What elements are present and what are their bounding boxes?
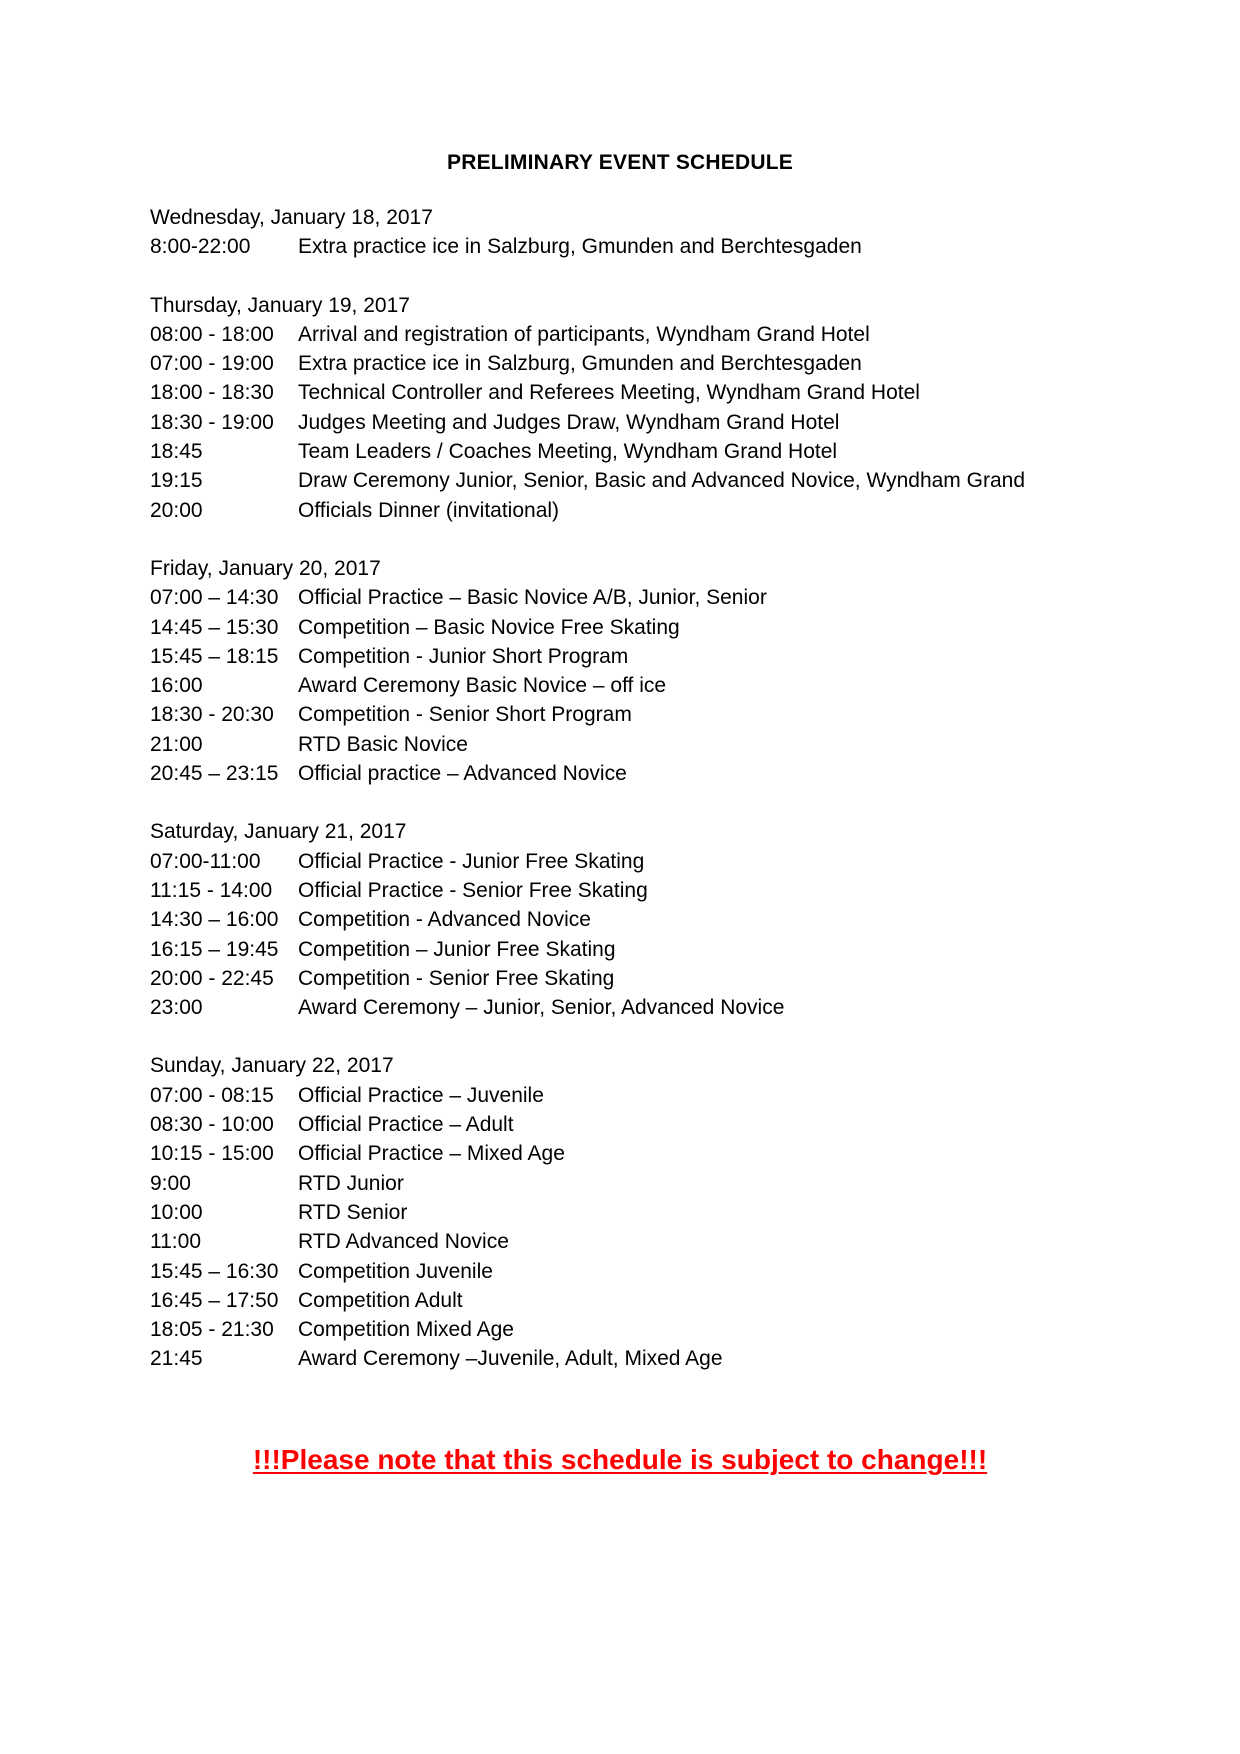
event-description: RTD Senior <box>298 1200 408 1224</box>
event-description: Award Ceremony –Juvenile, Adult, Mixed Age <box>298 1347 723 1371</box>
event-time: 16:45 – 17:50 <box>150 1288 279 1312</box>
event-description: Competition Juvenile <box>298 1259 493 1283</box>
schedule-day <box>150 817 1150 1022</box>
event-description: Competition - Senior Free Skating <box>298 966 615 990</box>
event-time: 21:00 <box>150 732 203 756</box>
schedule-row <box>150 1227 1150 1256</box>
schedule-row <box>150 993 1150 1022</box>
event-time: 20:45 – 23:15 <box>150 762 279 786</box>
event-time: 16:00 <box>150 674 203 698</box>
event-description: Official Practice - Senior Free Skating <box>298 878 648 902</box>
event-description: Official Practice – Mixed Age <box>298 1142 565 1166</box>
event-time: 23:00 <box>150 996 203 1020</box>
day-date-heading: Wednesday, January 18, 2017 <box>150 206 433 229</box>
event-description: RTD Advanced Novice <box>298 1230 509 1254</box>
event-time: 8:00-22:00 <box>150 235 251 259</box>
schedule-row <box>150 876 1150 905</box>
schedule-row <box>150 1257 1150 1286</box>
event-time: 18:30 - 20:30 <box>150 703 274 727</box>
schedule-row <box>150 700 1150 729</box>
event-description: Official Practice - Junior Free Skating <box>298 849 645 873</box>
event-description: Competition Mixed Age <box>298 1318 514 1342</box>
event-time: 16:15 – 19:45 <box>150 937 279 961</box>
event-description: Official Practice – Adult <box>298 1113 514 1137</box>
schedule-row <box>150 320 1150 349</box>
event-description: Judges Meeting and Judges Draw, Wyndham Grand Hotel <box>298 410 840 434</box>
event-time: 08:30 - 10:00 <box>150 1113 274 1137</box>
event-time: 18:30 - 19:00 <box>150 410 274 434</box>
event-time: 18:45 <box>150 440 203 464</box>
event-description: Award Ceremony – Junior, Senior, Advanced Novice <box>298 996 785 1020</box>
event-time: 21:45 <box>150 1347 203 1371</box>
event-time: 9:00 <box>150 1171 191 1195</box>
event-time: 15:45 – 16:30 <box>150 1259 279 1283</box>
event-description: Competition - Junior Short Program <box>298 644 629 668</box>
schedule-row <box>150 408 1150 437</box>
event-time: 07:00 – 14:30 <box>150 586 279 610</box>
schedule-row <box>150 583 1150 612</box>
event-time: 11:15 - 14:00 <box>150 878 273 902</box>
schedule-row <box>150 935 1150 964</box>
event-description: Competition – Basic Novice Free Skating <box>298 615 680 639</box>
event-description: Technical Controller and Referees Meeting, Wyndham Grand Hotel <box>298 381 920 405</box>
event-description: Arrival and registration of participants, Wyndham Grand Hotel <box>298 322 870 346</box>
event-description: Competition - Advanced Novice <box>298 908 591 932</box>
schedule-row <box>150 1198 1150 1227</box>
schedule-row <box>150 847 1150 876</box>
event-description: Draw Ceremony Junior, Senior, Basic and Advanced Novice, Wyndham Grand <box>298 469 1026 493</box>
event-schedule <box>150 203 1150 1403</box>
change-notice-text: !!!Please note that this schedule is subject to change!!! <box>252 1444 988 1475</box>
day-date-heading: Thursday, January 19, 2017 <box>150 293 410 317</box>
schedule-row <box>150 1110 1150 1139</box>
schedule-row <box>150 349 1150 378</box>
day-date-heading: Sunday, January 22, 2017 <box>150 1054 394 1078</box>
schedule-row <box>150 437 1150 466</box>
schedule-row <box>150 759 1150 788</box>
event-time: 08:00 - 18:00 <box>150 322 274 346</box>
schedule-row <box>150 642 1150 671</box>
schedule-row <box>150 671 1150 700</box>
schedule-row <box>150 466 1150 495</box>
event-description: Official Practice – Basic Novice A/B, Junior, Senior <box>298 586 767 610</box>
event-description: Officials Dinner (invitational) <box>298 498 560 522</box>
event-time: 07:00-11:00 <box>150 849 261 873</box>
event-description: Official Practice – Juvenile <box>298 1083 544 1107</box>
event-time: 18:00 - 18:30 <box>150 381 274 405</box>
event-time: 10:00 <box>150 1200 203 1224</box>
event-description: Extra practice ice in Salzburg, Gmunden and Berchtesgaden <box>298 352 862 376</box>
schedule-row <box>150 1169 1150 1198</box>
schedule-day <box>150 291 1150 525</box>
schedule-row <box>150 1081 1150 1110</box>
schedule-row <box>150 1139 1150 1168</box>
schedule-day <box>150 554 1150 788</box>
event-description: Competition Adult <box>298 1288 463 1312</box>
event-time: 07:00 - 08:15 <box>150 1083 274 1107</box>
event-time: 10:15 - 15:00 <box>150 1142 274 1166</box>
schedule-row <box>150 613 1150 642</box>
event-time: 20:00 - 22:45 <box>150 966 274 990</box>
change-notice <box>0 1440 1240 1480</box>
event-time: 15:45 – 18:15 <box>150 644 279 668</box>
schedule-row <box>150 496 1150 525</box>
event-time: 14:45 – 15:30 <box>150 615 279 639</box>
event-description: Award Ceremony Basic Novice – off ice <box>298 674 667 698</box>
event-time: 19:15 <box>150 469 203 493</box>
event-description: Competition - Senior Short Program <box>298 703 632 727</box>
event-time: 07:00 - 19:00 <box>150 352 274 376</box>
schedule-day <box>150 203 1150 262</box>
day-date-heading: Saturday, January 21, 2017 <box>150 820 407 844</box>
event-description: RTD Basic Novice <box>298 732 468 756</box>
event-time: 14:30 – 16:00 <box>150 908 279 932</box>
schedule-row <box>150 378 1150 407</box>
event-time: 11:00 <box>150 1230 201 1254</box>
schedule-row <box>150 232 1150 261</box>
schedule-row <box>150 1286 1150 1315</box>
event-description: Extra practice ice in Salzburg, Gmunden and Berchtesgaden <box>298 235 862 259</box>
event-time: 20:00 <box>150 498 203 522</box>
event-description: RTD Junior <box>298 1171 404 1195</box>
schedule-row <box>150 1344 1150 1373</box>
event-description: Team Leaders / Coaches Meeting, Wyndham Grand Hotel <box>298 440 838 464</box>
schedule-day <box>150 1051 1150 1373</box>
page-title: PRELIMINARY EVENT SCHEDULE <box>447 151 793 174</box>
event-description: Official practice – Advanced Novice <box>298 762 627 786</box>
day-date-heading: Friday, January 20, 2017 <box>150 556 381 580</box>
schedule-row <box>150 1315 1150 1344</box>
schedule-row <box>150 964 1150 993</box>
schedule-row <box>150 905 1150 934</box>
event-description: Competition – Junior Free Skating <box>298 937 616 961</box>
schedule-row <box>150 730 1150 759</box>
event-time: 18:05 - 21:30 <box>150 1318 274 1342</box>
